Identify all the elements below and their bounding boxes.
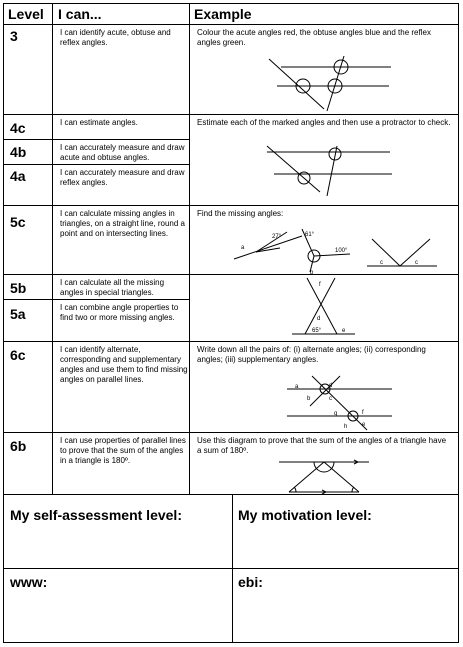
angle-label-d: d — [317, 316, 321, 322]
ican-6c: I can identify alternate, corresponding and supplementary angles and use them to find missing angles on parallel lines. — [60, 345, 188, 384]
angle-label-g: g — [334, 411, 338, 417]
example-6b: Use this diagram to prove that the sum of the angles of a triangle have a sum of 180º. — [197, 436, 447, 455]
level-6c: 6c — [10, 347, 26, 363]
angle-label-61: 61° — [305, 232, 315, 238]
row-divider — [4, 164, 189, 165]
angle-label-d-parallel: d — [329, 383, 333, 389]
ican-6b: I can use properties of parallel lines to prove that the sum of the angles in a triangle is 180º. — [60, 436, 186, 465]
level-4b: 4b — [10, 144, 27, 160]
angle-label-100: 100° — [335, 248, 348, 254]
ican-3: I can identify acute, obtuse and reflex angles. — [60, 28, 171, 47]
row-divider — [4, 299, 189, 300]
angle-label-a-parallel: a — [295, 384, 299, 390]
angle-label-27: 27° — [272, 234, 282, 240]
angle-label-f-parallel: f — [362, 410, 364, 416]
example-5c: Find the missing angles: — [197, 209, 284, 218]
ican-5c: I can calculate missing angles in triangles, on a straight line, round a point and on intersecting lines. — [60, 209, 185, 238]
angle-label-65: 65° — [312, 328, 322, 334]
row-divider — [4, 114, 458, 115]
angle-label-f: f — [319, 282, 321, 288]
motivation-label: My motivation level: — [238, 507, 372, 523]
level-5b: 5b — [10, 280, 27, 296]
level-3: 3 — [10, 28, 18, 44]
angle-label-a: a — [241, 245, 245, 251]
angle-label-h: h — [344, 424, 348, 430]
ican-5b: I can calculate all the missing angles in special triangles. — [60, 278, 165, 297]
row-divider — [4, 432, 458, 433]
diagram-angle-types — [259, 54, 394, 114]
ican-5a: I can combine angle properties to find two or more missing angles. — [60, 303, 179, 322]
example-3: Colour the acute angles red, the obtuse angles blue and the reflex angles green. — [197, 28, 431, 47]
level-6b: 6b — [10, 438, 27, 454]
self-assessment-label: My self-assessment level: — [10, 507, 182, 523]
angle-label-b: b — [310, 270, 314, 276]
column-divider-level — [52, 4, 53, 494]
diagram-triangle-proof — [274, 456, 374, 496]
angle-label-e: e — [342, 328, 346, 334]
ican-4a: I can accurately measure and draw reflex angles. — [60, 168, 185, 187]
header-level: Level — [8, 6, 44, 22]
row-divider — [4, 139, 189, 140]
diagram-missing-angles — [232, 224, 442, 274]
level-5c: 5c — [10, 214, 26, 230]
column-divider-ican — [189, 4, 190, 494]
row-divider — [4, 274, 458, 275]
angle-label-b-parallel: b — [307, 396, 311, 402]
example-4c: Estimate each of the marked angles and then use a protractor to check. — [197, 118, 451, 127]
ebi-label: ebi: — [238, 574, 263, 590]
footer-top-divider — [4, 494, 458, 495]
assessment-sheet — [3, 3, 459, 643]
level-4a: 4a — [10, 168, 26, 184]
diagram-parallel-lines — [282, 374, 402, 432]
level-4c: 4c — [10, 120, 26, 136]
ican-4b: I can accurately measure and draw acute and obtuse angles. — [60, 143, 185, 162]
row-divider — [4, 205, 458, 206]
header-example: Example — [194, 6, 252, 22]
diagram-estimate-angles — [262, 144, 397, 199]
ican-4c: I can estimate angles. — [60, 118, 138, 127]
angle-label-e-parallel: e — [362, 422, 366, 428]
row-divider — [4, 24, 458, 25]
row-divider — [4, 341, 458, 342]
angle-label-c-parallel: c — [329, 396, 332, 402]
level-5a: 5a — [10, 306, 26, 322]
angle-label-c-2: c — [415, 260, 418, 266]
diagram-special-triangle — [287, 276, 357, 341]
example-6c: Write down all the pairs of: (i) alternate angles; (ii) corresponding angles; (iii) supplementary angles. — [197, 345, 426, 364]
angle-label-c: c — [380, 260, 383, 266]
header-ican: I can... — [58, 6, 102, 22]
www-label: www: — [10, 574, 48, 590]
footer-middle-divider — [4, 568, 458, 569]
